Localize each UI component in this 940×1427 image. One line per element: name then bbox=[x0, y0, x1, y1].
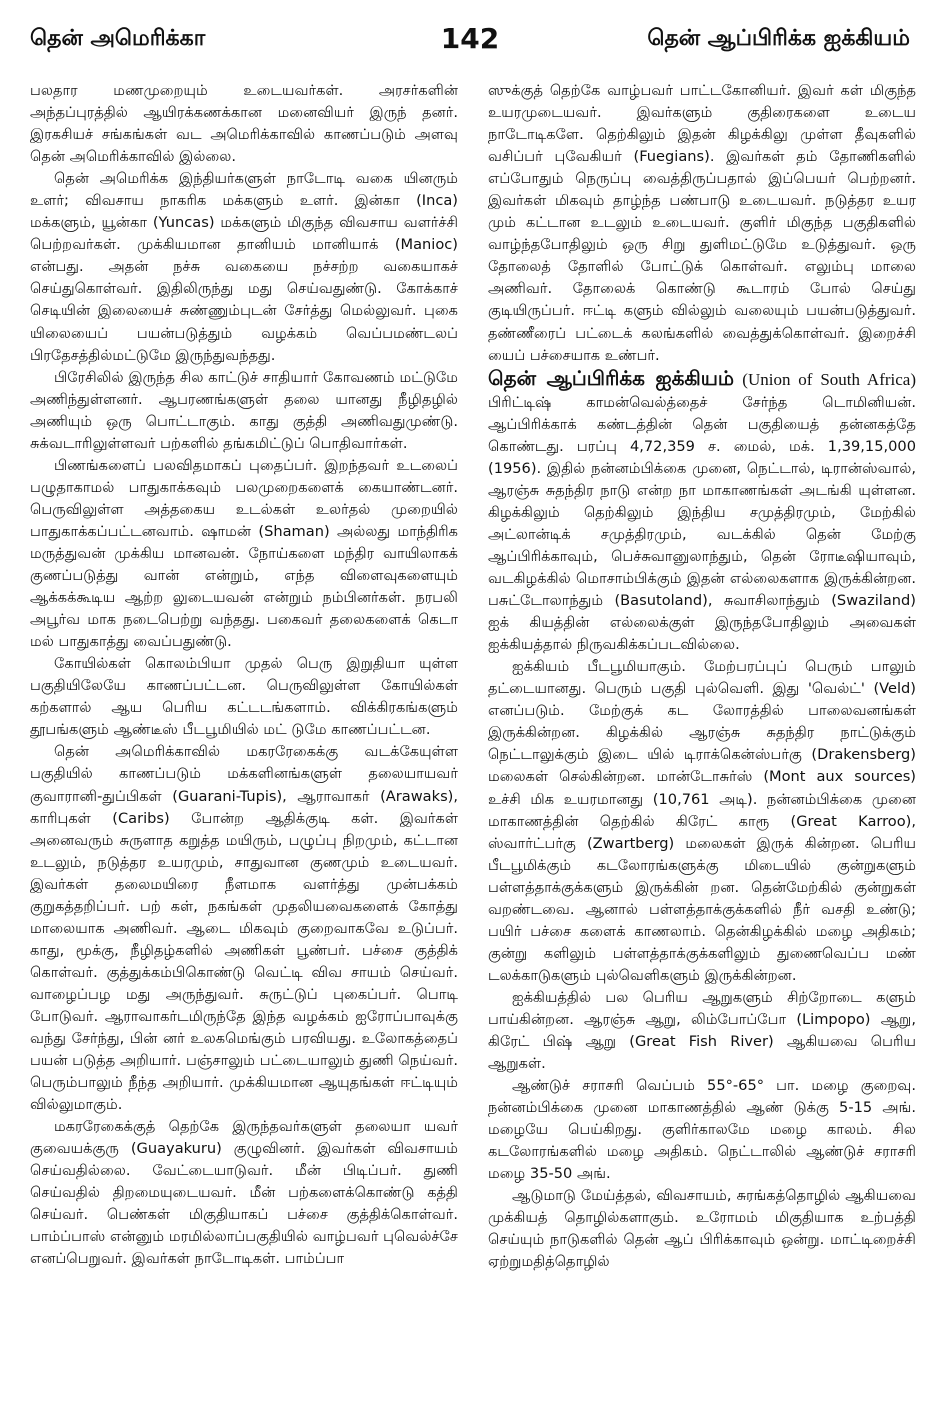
running-head-left: தென் அமெரிக்கா bbox=[30, 26, 206, 51]
running-head-right: தென் ஆப்பிரிக்க ஐக்கியம் bbox=[647, 26, 910, 51]
entry-title: தென் ஆப்பிரிக்க ஐக்கியம் bbox=[488, 365, 735, 390]
paragraph: பிரேசிலில் இருந்த சில காட்டுச் சாதியார் கோவணம் மட்டுமே அணிந்துள்ளனர். ஆபரணங்களுள் தலை யானது நீழிதழில் அணியும் ஒரு பொட்டாகும். காது குத்தி அணிவதுமுண்டு. சுக்வடாரிலுள்ளவர் பற்களில் தங்கமிட்டுப் பொதிவார்கள். bbox=[30, 368, 458, 452]
paragraph: பிணங்களைப் பலவிதமாகப் புதைப்பர். இறந்தவர் உடலைப் பழுதாகாமல் பாதுகாக்கவும் பலமுறைகளைக் கையாண்டனர். பெருவிலுள்ள அத்தகைய உடல்கள் உலர்தல் முறையில் பாதுகாக்கப்பட்டனவாம். ஷாமன் (Shaman) அல்லது மாந்திரிக மருத்துவன் முக்கிய மானவன். நோய்களை மந்திர வாயிலாகக் குணப்படுத்து வான் என்றும், எந்த விளைவுகளையும் ஆக்கக்கூடிய ஆற்ற லுடையவன் என்றும் நம்பினர்கள். நரபலி அபூர்வ மாக நடைபெற்று வந்தது. பகைவர் தலைகளைக் கெடா மல் பாதுகாத்து வைப்பதுண்டு. bbox=[30, 456, 458, 651]
paragraph: மகரரேகைக்குத் தெற்கே இருந்தவர்களுள் தலையா யவர் குவையக்குரு (Guayakuru) குழுவினர். இவர்கள் விவசாயம் செய்வதில்லை. வேட்டையாடுவர். மீன் பிடிப்பர். துணி செய்வதில் திறமையுடையவர். மீன் பற்களைக்கொண்டு கத்தி செய்வர். பெண்கள் மிகுதியாகப் பச்சை குத்திக்கொள்வர். பாம்ப்பாஸ் என்னும் மரமில்லாப்பகுதியில் வாழ்பவர் புவெல்ச்சே எனப்பெறுவர். இவர்கள் நாடோடிகள். பாம்ப்பா bbox=[30, 1118, 458, 1268]
paragraph: ஐக்கியம் பீடபூமியாகும். மேற்பரப்புப் பெரும் பாலும் தட்டையானது. பெரும் பகுதி புல்வெளி. இது 'வெல்ட்' (Veld) எனப்படும். மேற்குக் கட லோரத்தில் பாலைவனங்கள் இருக்கின்றன. கிழக்கில் ஆரஞ்சு சுதந்திர நாட்டுக்கும் நெட்டாலுக்கும் இடை யில் டிராக்கென்ஸ்பர்கு (Drakensberg) மலைகள் செல்கின்றன. மான்டோசுர்ஸ் (Mont aux sources) உச்சி மிக உயரமானது (10,761 அடி). நன்னம்பிக்கை முனை மாகாணத்தின் தெற்கில் கிரேட் காரூ (Great Karroo), ஸ்வார்ட்பர்கு (Zwartberg) மலைகள் இருக் கின்றன. பெரிய பீடபூமிக்கும் கடலோரங்களுக்கு மிடையில் குன்றுகளும் பள்ளத்தாக்குக்களும் இருக்கின் றன. தென்மேற்கில் குன்றுகள் வறண்டவை. ஆனால் பள்ளத்தாக்குக்களில் நீர் வசதி உண்டு; பயிர் பச்சை களைக் காணலாம். தென்கிழக்கில் மழை அதிகம்; குன்று களிலும் பள்ளத்தாக்குக்களிலும் துணைவெப்ப மண் டலக்காடுகளும் புல்வெளிகளும் இருக்கின்றன. bbox=[488, 658, 916, 984]
paragraph: ஆடுமாடு மேய்த்தல், விவசாயம், சுரங்கத்தொழில் ஆகியவை முக்கியத் தொழில்களாகும். உரோமம் மிகுதியாக உற்பத்தி செய்யும் நாடுகளில் தென் ஆப் பிரிக்காவும் ஒன்று. மாட்டிறைச்சி ஏற்றுமதித்தொழில் bbox=[488, 1187, 916, 1271]
entry-body: பிரிட்டிஷ் காமன்வெல்த்தைச் சேர்ந்த டொமினியன். ஆப்பிரிக்காக் கண்டத்தின் தென் பகுதியைத் தன்னகத்தே கொண்டது. பரப்பு 4,72,359 ச. மைல், மக். 1,39,15,000 (1956). இதில் நன்னம்பிக்கை முனை, நெட்டால், டிரான்ஸ்வால், ஆரஞ்சு சுதந்திர நாடு என்ற நா மாகாணங்கள் அடங்கி யுள்ளன. கிழக்கிலும் தெற்கிலும் இந்திய சமுத்திரமும், மேற்கில் அட்லான்டிக் சமுத்திரமும், வடக்கில் தென் மேற்கு ஆப்பிரிக்காவும், பெச்சுவானுலாந்தும், தென் ரோடீஷியாவும், வடகிழக்கில் மொசாம்பிக்கும் இதன் எல்லைகளாக இருக்கின்றன. பசுட்டோலாந்தும் (Basutoland), சுவாசிலாந்தும் (Swaziland) ஐக் கியத்தின் எல்லைக்குள் இருந்தபோதிலும் அவைகள் ஐக்கியத்தால் நிருவகிக்கப்படவில்லை. bbox=[488, 393, 916, 654]
paragraph: தென் அமெரிக்க இந்தியர்களுள் நாடோடி வகை யினரும் உளர்; விவசாய நாகரிக மக்களும் உளர். இன்கா (Inca) மக்களும், யூன்கா (Yuncas) மக்களும் மிகுந்த விவசாய வளர்ச்சி பெற்றவர்கள். முக்கியமான தானியம் மானியாக் (Manioc) என்பது. அதன் நச்சு வகையை நச்சற்ற வகையாகச் செய்துகொள்வர். இதிலிருந்து மது செய்வதுண்டு. கோக்காச் செடியின் இலையைச் சுண்ணும்புடன் சேர்த்து மெல்லுவர். புகை யிலையைப் பயன்படுத்தும் வழக்கம் வெப்பமண்டலப் பிரதேசத்தில்மட்டுமே இருந்துவந்தது. bbox=[30, 170, 458, 364]
paragraph: தென் அமெரிக்காவில் மகரரேகைக்கு வடக்கேயுள்ள பகுதியில் காணப்படும் மக்களினங்களுள் தலையாயவர் குவாரானி-துப்பிகள் (Guarani-Tupis), ஆராவாகர் (Arawaks), காரிபுகள் (Caribs) போன்ற ஆதிக்குடி கள். இவர்கள் அனைவரும் சுருளாத கறுத்த மயிரும், பழுப்பு நிறமும், கட்டான உடலும், நடுத்தர உயரமும், சாதுவான குணமும் உடையவர். இவர்கள் தலைமயிரை நீளமாக வளர்த்து முன்பக்கம் குறுகத்தறிப்பர். பற் கள், நகங்கள் முதலியவைகளைக் கோத்து மாலையாக அணிவர். ஆடை மிகவும் குறைவாகவே உடுப்பர். காது, மூக்கு, நீழிதழ்களில் அணிகள் பூண்பர். பச்சை குத்திக் கொள்வர். குத்துக்கம்பிகொண்டு வெட்டி விவ சாயம் செய்வர். வாழைப்பழ மது அருந்துவர். சுருட்டுப் புகைப்பர். பொடி போடுவர். ஆராவாகர்டமிருந்தே இந்த வழக்கம் ஐரோப்பாவுக்கு வந்து சேர்ந்து, பின் னர் உலகமெங்கும் பரவியது. உலோகத்தைப் பயன் படுத்த அறியார். பஞ்சாலும் பட்டையாலும் துணி நெய்வர். பெரும்பாலும் நீந்த அறியார். முக்கியமான ஆயுதங்கள் ஈட்டியும் வில்லுமாகும். bbox=[30, 743, 458, 1114]
paragraph: பலதார மணமுறையும் உடையவர்கள். அரசர்களின் அந்தப்புரத்தில் ஆயிரக்கணக்கான மனைவியர் இருந் தனர். இரகசியச் சங்கங்கள் வட அமெரிக்காவில் காணப்படும் அளவு தென் அமெரிக்காவில் இல்லை. bbox=[30, 82, 458, 166]
page-number: 142 bbox=[440, 22, 500, 55]
right-column bbox=[488, 80, 916, 1274]
paragraph: ஸுக்குத் தெற்கே வாழ்பவர் பாட்டகோனியர். இவர் கள் மிகுந்த உயரமுடையவர். இவர்களும் குதிரைகளை உடைய நாடோடிகளே. தெற்கிலும் இதன் கிழக்கிலு முள்ள தீவுகளில் வசிப்பர் புவேகியர் (Fuegians). இவர்கள் தம் தோணிகளில் எப்போதும் நெருப்பு வைத்திருப்பதால் இப்பெயர் பெற்றனர். இவர்கள் மிகவும் தாழ்ந்த பண்பாடு உடையவர். நடுத்தர உயர மும் கட்டான உடலும் உடையவர். குளிர் மிகுந்த பகுதிகளில் வாழ்ந்தபோதிலும் ஒரு சிறு துளிமட்டுமே உடுத்துவர். ஒரு தோலைத் தோளில் போட்டுக் கொள்வர். எலும்பு மாலை அணிவர். தோலைக் கொண்டு கூடாரம் போல் செய்து குடியிருப்பர். ஈட்டி களும் வில்லும் வலையும் பயன்படுத்துவர். தண்ணீரைப் பட்டைக் கலங்களில் வைத்துக்கொள்வர். இறைச்சி யைப் பச்சையாக உண்பர். bbox=[488, 82, 916, 364]
entry-title-english: (Union of South Africa) bbox=[742, 369, 917, 389]
left-column bbox=[30, 80, 458, 1271]
paragraph: ஐக்கியத்தில் பல பெரிய ஆறுகளும் சிற்றோடை களும் பாய்கின்றன. ஆரஞ்சு ஆறு, லிம்போப்போ (Limpopo) ஆறு, கிரேட் பிஷ் ஆறு (Great Fish River) ஆகியவை பெரிய ஆறுகள். bbox=[488, 988, 916, 1073]
entry-paragraph bbox=[488, 367, 916, 657]
page-header bbox=[30, 22, 910, 66]
paragraph: ஆண்டுச் சராசரி வெப்பம் 55°-65° பா. மழை குறைவு. நன்னம்பிக்கை முனை மாகாணத்தில் ஆண் டுக்கு 5-15 அங். மழையே பெய்கிறது. குளிர்காலமே மழை காலம். சில கடலோரங்களில் மழை அதிகம். நெட்டாலில் ஆண்டுச் சராசரி மழை 35-50 அங். bbox=[488, 1077, 916, 1183]
paragraph: கோயில்கள் கொலம்பியா முதல் பெரு இறுதியா யுள்ள பகுதியிலேயே காணப்பட்டன. பெருவிலுள்ள கோயில்கள் கற்களால் ஆய பெரிய கட்டடங்களாம். விக்கிரகங்களும் தூபங்களும் ஆண்டீஸ் பீடபூமியில் மட் டுமே காணப்பட்டன. bbox=[30, 655, 458, 739]
